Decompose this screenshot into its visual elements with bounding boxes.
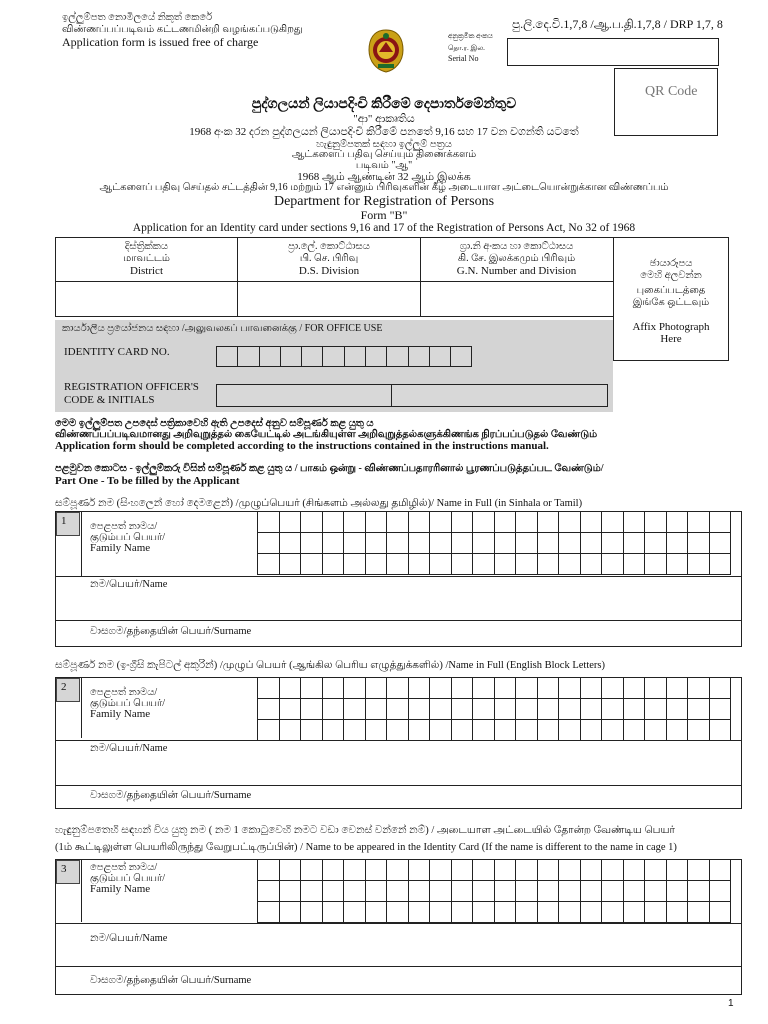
- char-box[interactable]: [645, 678, 667, 699]
- char-box[interactable]: [301, 512, 323, 533]
- char-box[interactable]: [473, 881, 495, 902]
- section1-name-label: නම/பெயர்/Name: [90, 579, 168, 590]
- district-label-tamil: மாவட்டம்: [123, 253, 170, 264]
- char-box[interactable]: [559, 678, 581, 699]
- identity-card-no-label: IDENTITY CARD NO.: [64, 346, 170, 358]
- char-box[interactable]: [624, 720, 646, 741]
- ds-division-input[interactable]: [239, 283, 419, 314]
- char-box[interactable]: [473, 860, 495, 881]
- section2-name-label: නම/பெயர்/Name: [90, 743, 168, 754]
- char-box[interactable]: [667, 533, 689, 554]
- district-label-sinhala: දිස්ත්‍රික්කය: [124, 241, 169, 252]
- char-box[interactable]: [301, 881, 323, 902]
- char-box[interactable]: [688, 699, 710, 720]
- char-box[interactable]: [430, 554, 452, 575]
- char-box[interactable]: [323, 699, 345, 720]
- department-title-tamil: ஆட்களைப் பதிவு செய்யும் திணைக்களம்: [291, 149, 477, 160]
- char-box[interactable]: [409, 533, 431, 554]
- char-box[interactable]: [624, 902, 646, 923]
- char-box[interactable]: [452, 554, 474, 575]
- char-box[interactable]: [280, 720, 302, 741]
- char-box[interactable]: [258, 678, 280, 699]
- char-box[interactable]: [667, 860, 689, 881]
- char-box[interactable]: [430, 720, 452, 741]
- char-box[interactable]: [301, 554, 323, 575]
- char-box[interactable]: [409, 678, 431, 699]
- char-box[interactable]: [430, 699, 452, 720]
- char-box[interactable]: [688, 860, 710, 881]
- char-box[interactable]: [602, 881, 624, 902]
- section1-heading: සම්පූර්ණ නම (සිංහලෙන් හෝ දෙමළෙන්) /முழுப்பெயர் (சிங்களம் அல்லது தமிழில்)/ Name in Full (in Sinhala or Tamil): [55, 498, 583, 509]
- char-box[interactable]: [301, 860, 323, 881]
- photo-label-en-2: Here: [660, 333, 682, 345]
- char-box[interactable]: [667, 902, 689, 923]
- char-box[interactable]: [559, 512, 581, 533]
- gn-label-tamil: கி. சே. இலக்கமும் பிரிவும்: [457, 253, 576, 264]
- district-label-english: District: [130, 265, 163, 277]
- char-box[interactable]: [280, 881, 302, 902]
- char-box[interactable]: [323, 902, 345, 923]
- char-box[interactable]: [409, 720, 431, 741]
- char-box[interactable]: [710, 554, 732, 575]
- reg-officer-initials-field[interactable]: [391, 384, 608, 407]
- char-box[interactable]: [667, 678, 689, 699]
- char-box[interactable]: [323, 678, 345, 699]
- ds-label-tamil: பி. செ. பிரிவு: [299, 253, 359, 264]
- char-box[interactable]: [366, 554, 388, 575]
- char-box[interactable]: [645, 902, 667, 923]
- char-box[interactable]: [473, 699, 495, 720]
- section1-char-grid[interactable]: [257, 511, 731, 575]
- gn-label-sinhala: ග්‍රා.නි අංකය හා කොට්ඨාසය: [459, 241, 574, 252]
- char-box[interactable]: [366, 533, 388, 554]
- char-box[interactable]: [409, 881, 431, 902]
- char-box[interactable]: [688, 902, 710, 923]
- char-box[interactable]: [280, 678, 302, 699]
- char-box[interactable]: [624, 533, 646, 554]
- act-text-tamil: ஆட்களைப் பதிவு செய்தல் சட்டத்தின் 9,16 மற்றும் 17 என்னும் பிரிவுகளின் கீழ் அடையாள அட்டையொன்றுக்கான விண்ணப்பம்: [99, 182, 669, 193]
- char-box[interactable]: [473, 720, 495, 741]
- reg-officer-code-field[interactable]: [216, 384, 392, 407]
- free-notice-sinhala: ඉල්ලුම්පත නොමිලයේ නිකුත් කෙරේ: [62, 12, 213, 23]
- instruction-english: Application form should be completed according to the instructions contained in the instructions manual.: [55, 440, 549, 452]
- section3-name-label: නම/பெயர்/Name: [90, 933, 168, 944]
- char-box[interactable]: [645, 860, 667, 881]
- char-box[interactable]: [430, 678, 452, 699]
- char-box[interactable]: [495, 902, 517, 923]
- char-box[interactable]: [258, 554, 280, 575]
- serial-label-english: Serial No: [448, 54, 479, 63]
- char-box[interactable]: [387, 512, 409, 533]
- serial-label-sinhala: අනුක්‍රමික අංකය: [448, 32, 493, 40]
- char-box[interactable]: [559, 720, 581, 741]
- char-box[interactable]: [602, 512, 624, 533]
- gn-label-english: G.N. Number and Division: [456, 265, 577, 277]
- char-box[interactable]: [323, 533, 345, 554]
- char-box[interactable]: [323, 881, 345, 902]
- char-box[interactable]: [538, 678, 560, 699]
- char-box[interactable]: [473, 902, 495, 923]
- char-box[interactable]: [688, 720, 710, 741]
- char-box[interactable]: [366, 699, 388, 720]
- char-box[interactable]: [452, 860, 474, 881]
- char-box[interactable]: [602, 902, 624, 923]
- section2-number: 2: [56, 678, 80, 702]
- serial-number-field[interactable]: [507, 38, 719, 66]
- char-box[interactable]: [409, 902, 431, 923]
- char-box[interactable]: [645, 720, 667, 741]
- char-box[interactable]: [710, 533, 732, 554]
- char-box[interactable]: [366, 720, 388, 741]
- char-box[interactable]: [624, 512, 646, 533]
- char-box[interactable]: [667, 554, 689, 575]
- act-year-tamil: 1968 ஆம் ஆண்டின் 32 ஆம் இலக்க: [297, 171, 471, 183]
- char-box[interactable]: [344, 533, 366, 554]
- char-box[interactable]: [452, 902, 474, 923]
- char-box[interactable]: [645, 512, 667, 533]
- char-box[interactable]: [602, 533, 624, 554]
- char-box[interactable]: [409, 699, 431, 720]
- section1-surname-label: වාසගම/தந்தையின் பெயர்/Surname: [90, 626, 252, 637]
- char-box[interactable]: [645, 699, 667, 720]
- char-box[interactable]: [344, 699, 366, 720]
- char-box[interactable]: [452, 512, 474, 533]
- char-box[interactable]: [387, 554, 409, 575]
- office-use-header: කාර්යාලීය ප්‍රයෝජනය සඳහා /அலுவலகப் பாவனைக்கு / FOR OFFICE USE: [62, 323, 383, 334]
- char-box[interactable]: [452, 720, 474, 741]
- char-box[interactable]: [452, 699, 474, 720]
- identity-card-no-grid[interactable]: [216, 346, 472, 367]
- char-box[interactable]: [559, 902, 581, 923]
- char-box[interactable]: [559, 881, 581, 902]
- char-box[interactable]: [602, 699, 624, 720]
- char-box[interactable]: [688, 512, 710, 533]
- char-box[interactable]: [301, 533, 323, 554]
- char-box[interactable]: [344, 860, 366, 881]
- char-box[interactable]: [366, 860, 388, 881]
- char-box[interactable]: [452, 678, 474, 699]
- section1-family-label-en: Family Name: [90, 542, 151, 554]
- char-box[interactable]: [581, 533, 603, 554]
- char-box[interactable]: [323, 554, 345, 575]
- section2-char-grid[interactable]: [257, 677, 731, 741]
- ds-label-english: D.S. Division: [298, 265, 360, 277]
- char-box[interactable]: [516, 533, 538, 554]
- section2-heading: සම්පූර්ණ නම (ඉංග්‍රීසි කැපිටල් අකුරින්) /முழுப் பெயர் (ஆங்கில பெரிய எழுத்துக்களில்) /Name in Full (English Block Letters): [55, 660, 605, 671]
- form-title-tamil: படிவம் "ஆ": [355, 160, 413, 171]
- char-box[interactable]: [387, 881, 409, 902]
- char-box[interactable]: [667, 512, 689, 533]
- char-box[interactable]: [516, 554, 538, 575]
- char-box[interactable]: [495, 881, 517, 902]
- char-box[interactable]: [495, 554, 517, 575]
- char-box[interactable]: [301, 720, 323, 741]
- qr-code-label: QR Code: [645, 84, 698, 99]
- section3-heading-line1: හැඳුනුම්පතෙහි සඳහන් විය යුතු නම ( නම 1 කොටුවෙහි නමට වඩා වෙනස් වන්නේ නම්) / அடையாள அட்டையில் தோன்ற வேண்டிய பெயர்: [55, 825, 675, 836]
- char-box[interactable]: [280, 699, 302, 720]
- section1-number: 1: [56, 512, 80, 536]
- section1-family-label-si: පෙළපත් නාමය/: [90, 521, 158, 532]
- section2-family-label-ta: குடும்பப் பெயர்/: [90, 698, 165, 709]
- char-box[interactable]: [473, 512, 495, 533]
- char-box[interactable]: [280, 533, 302, 554]
- char-box[interactable]: [323, 720, 345, 741]
- char-box[interactable]: [280, 512, 302, 533]
- char-box[interactable]: [688, 678, 710, 699]
- char-box[interactable]: [387, 860, 409, 881]
- char-box[interactable]: [366, 902, 388, 923]
- act-text-english: Application for an Identity card under sections 9,16 and 17 of the Registration of Persons Act, No 32 of 1968: [132, 222, 636, 234]
- char-box[interactable]: [581, 881, 603, 902]
- char-box[interactable]: [323, 512, 345, 533]
- gn-division-input[interactable]: [422, 283, 611, 314]
- char-box[interactable]: [430, 902, 452, 923]
- char-box[interactable]: [258, 533, 280, 554]
- char-box[interactable]: [538, 881, 560, 902]
- char-box[interactable]: [473, 554, 495, 575]
- part-one-si-ta: පළමුවන කොටස - ඉල්ලුම්කරු විසින් සම්පූර්ණ කළ යුතු ය / பாகம் ஒன்று - விண்ணப்பதாரரினால் பூரணப்படுத்தப்பட வேண்டும்/: [55, 463, 604, 474]
- char-box[interactable]: [301, 699, 323, 720]
- char-box[interactable]: [516, 699, 538, 720]
- char-box[interactable]: [280, 902, 302, 923]
- application-title-sinhala: හැඳුනුම්පතක් සඳහා ඉල්ලුම් පත්‍රය: [316, 139, 452, 150]
- ds-label-sinhala: ප්‍රා.ලේ. කොට්ඨාසය: [288, 241, 370, 252]
- char-box[interactable]: [387, 678, 409, 699]
- char-box[interactable]: [581, 902, 603, 923]
- char-box[interactable]: [538, 902, 560, 923]
- sri-lanka-emblem: [365, 28, 407, 74]
- char-box[interactable]: [366, 881, 388, 902]
- section3-number: 3: [56, 860, 80, 884]
- char-box[interactable]: [645, 881, 667, 902]
- char-box[interactable]: [258, 902, 280, 923]
- char-box[interactable]: [495, 512, 517, 533]
- char-box[interactable]: [452, 533, 474, 554]
- char-box[interactable]: [667, 881, 689, 902]
- char-box[interactable]: [710, 720, 732, 741]
- reg-officer-label-2: CODE & INITIALS: [64, 394, 155, 406]
- char-box[interactable]: [473, 678, 495, 699]
- free-notice-tamil: விண்ணப்பப்படிவம் கட்டணமின்றி வழங்கப்படுகிறது: [62, 24, 303, 35]
- act-text-sinhala: 1968 අංක 32 දරන පුද්ගලයන් ලියාපදිංචි කිරීමේ පනතේ 9,16 සහ 17 වන වගන්ති යටතේ: [189, 126, 579, 138]
- district-input[interactable]: [57, 283, 236, 314]
- char-box[interactable]: [344, 512, 366, 533]
- char-box[interactable]: [581, 860, 603, 881]
- char-box[interactable]: [559, 554, 581, 575]
- char-box[interactable]: [710, 699, 732, 720]
- char-box[interactable]: [538, 699, 560, 720]
- char-box[interactable]: [409, 554, 431, 575]
- char-box[interactable]: [624, 881, 646, 902]
- section3-family-label-si: පෙළපත් නාමය/: [90, 862, 158, 873]
- char-box[interactable]: [710, 881, 732, 902]
- photo-label-en-1: Affix Photograph: [632, 321, 710, 333]
- char-box[interactable]: [538, 860, 560, 881]
- part-one-english: Part One - To be filled by the Applicant: [55, 475, 240, 487]
- form-title-sinhala: "ආ" ආකෘතිය: [353, 113, 415, 125]
- char-box[interactable]: [409, 860, 431, 881]
- char-box[interactable]: [581, 678, 603, 699]
- char-box[interactable]: [344, 902, 366, 923]
- section2-family-label-en: Family Name: [90, 708, 151, 720]
- form-title-english: Form "B": [360, 208, 408, 222]
- char-box[interactable]: [688, 554, 710, 575]
- form-code: පු.ලි.දෙ.වි.1,7,8 /ஆ.ப.தி.1,7,8 / DRP 1,7, 8: [512, 17, 723, 31]
- section3-char-grid[interactable]: [257, 859, 731, 923]
- char-box[interactable]: [624, 860, 646, 881]
- char-box[interactable]: [409, 512, 431, 533]
- section2-family-label-si: පෙළපත් නාමය/: [90, 687, 158, 698]
- section1-family-label-ta: குடும்பப் பெயர்/: [90, 532, 165, 543]
- char-box[interactable]: [430, 533, 452, 554]
- char-box[interactable]: [430, 512, 452, 533]
- char-box[interactable]: [344, 720, 366, 741]
- char-box[interactable]: [667, 720, 689, 741]
- instruction-tamil: விண்ணப்பப்படிவமானது அறிவுறுத்தல் கையேட்டில் அடங்கியுள்ள அறிவுறுத்தல்களுக்கிணங்க நிரப்பப்படுதல் வேண்டும்: [55, 429, 598, 440]
- section3-family-label-en: Family Name: [90, 883, 151, 895]
- char-box[interactable]: [624, 699, 646, 720]
- char-box[interactable]: [645, 554, 667, 575]
- char-box[interactable]: [559, 860, 581, 881]
- char-box[interactable]: [366, 678, 388, 699]
- instruction-sinhala: මෙම ඉල්ලුම්පත උපදෙස් පත්‍රිකාවෙහි ඇති උපදෙස් අනුව සම්පූර්ණ කළ යුතු ය: [55, 418, 374, 429]
- section2-surname-label: වාසගම/தந்தையின் பெயர்/Surname: [90, 790, 252, 801]
- photo-label-ta-2: இங்கே ஒட்டவும்: [632, 297, 710, 308]
- char-box[interactable]: [710, 512, 732, 533]
- char-box[interactable]: [495, 860, 517, 881]
- char-box[interactable]: [258, 699, 280, 720]
- char-box[interactable]: [258, 881, 280, 902]
- char-box[interactable]: [688, 881, 710, 902]
- department-title-sinhala: පුද්ගලයන් ලියාපදිංචි කිරීමේ දෙපාර්තමේන්තුව: [251, 97, 517, 112]
- char-box[interactable]: [602, 860, 624, 881]
- char-box[interactable]: [430, 860, 452, 881]
- char-box[interactable]: [323, 860, 345, 881]
- char-box[interactable]: [495, 678, 517, 699]
- section3-heading-line2: (1ம் கூட்டிலுள்ள பெயரிலிருந்து வேறுபட்டிருப்பின்) / Name to be appeared in the Identity Card (If the name is different to the name in cage 1): [55, 842, 677, 853]
- char-box[interactable]: [258, 512, 280, 533]
- char-box[interactable]: [602, 720, 624, 741]
- char-box[interactable]: [581, 554, 603, 575]
- char-box[interactable]: [559, 699, 581, 720]
- photo-label-si-2: මෙහි අලවන්න: [640, 270, 702, 281]
- char-box[interactable]: [452, 881, 474, 902]
- char-box[interactable]: [495, 533, 517, 554]
- char-box[interactable]: [366, 512, 388, 533]
- reg-officer-label-1: REGISTRATION OFFICER'S: [64, 381, 199, 393]
- char-box[interactable]: [301, 902, 323, 923]
- char-box[interactable]: [280, 554, 302, 575]
- char-box[interactable]: [516, 678, 538, 699]
- char-box[interactable]: [516, 860, 538, 881]
- char-box[interactable]: [667, 699, 689, 720]
- char-box[interactable]: [387, 699, 409, 720]
- char-box[interactable]: [344, 678, 366, 699]
- location-divider: [56, 281, 613, 282]
- char-box[interactable]: [344, 881, 366, 902]
- photo-label-ta-1: புகைப்படத்தை: [636, 285, 706, 296]
- char-box[interactable]: [710, 902, 732, 923]
- char-box[interactable]: [710, 860, 732, 881]
- char-box[interactable]: [258, 860, 280, 881]
- char-box[interactable]: [387, 533, 409, 554]
- char-box[interactable]: [688, 533, 710, 554]
- char-box[interactable]: [495, 699, 517, 720]
- section3-family-label-ta: குடும்பப் பெயர்/: [90, 873, 165, 884]
- department-title-english: Department for Registration of Persons: [273, 194, 495, 209]
- char-box[interactable]: [495, 720, 517, 741]
- char-box[interactable]: [516, 902, 538, 923]
- char-box[interactable]: [602, 554, 624, 575]
- char-box[interactable]: [624, 554, 646, 575]
- char-box[interactable]: [301, 678, 323, 699]
- char-box[interactable]: [473, 533, 495, 554]
- char-box[interactable]: [344, 554, 366, 575]
- char-box[interactable]: [581, 512, 603, 533]
- char-box[interactable]: [258, 720, 280, 741]
- free-notice-english: Application form is issued free of charge: [62, 35, 259, 49]
- char-box[interactable]: [516, 512, 538, 533]
- char-box[interactable]: [387, 902, 409, 923]
- char-box[interactable]: [538, 720, 560, 741]
- section3-surname-label: වාසගම/தந்தையின் பெயர்/Surname: [90, 975, 252, 986]
- photo-label-si-1: ඡායාරූපය: [649, 258, 693, 269]
- char-box[interactable]: [430, 881, 452, 902]
- char-box[interactable]: [538, 554, 560, 575]
- char-box[interactable]: [538, 512, 560, 533]
- char-box[interactable]: [624, 678, 646, 699]
- char-box[interactable]: [516, 720, 538, 741]
- char-box[interactable]: [581, 699, 603, 720]
- serial-label-tamil: தொ.ர. இல.: [448, 44, 485, 52]
- char-box[interactable]: [538, 533, 560, 554]
- char-box[interactable]: [710, 678, 732, 699]
- char-box[interactable]: [602, 678, 624, 699]
- page-number: 1: [728, 998, 734, 1009]
- char-box[interactable]: [645, 533, 667, 554]
- char-box[interactable]: [387, 720, 409, 741]
- char-box[interactable]: [559, 533, 581, 554]
- char-box[interactable]: [516, 881, 538, 902]
- char-box[interactable]: [581, 720, 603, 741]
- char-box[interactable]: [280, 860, 302, 881]
